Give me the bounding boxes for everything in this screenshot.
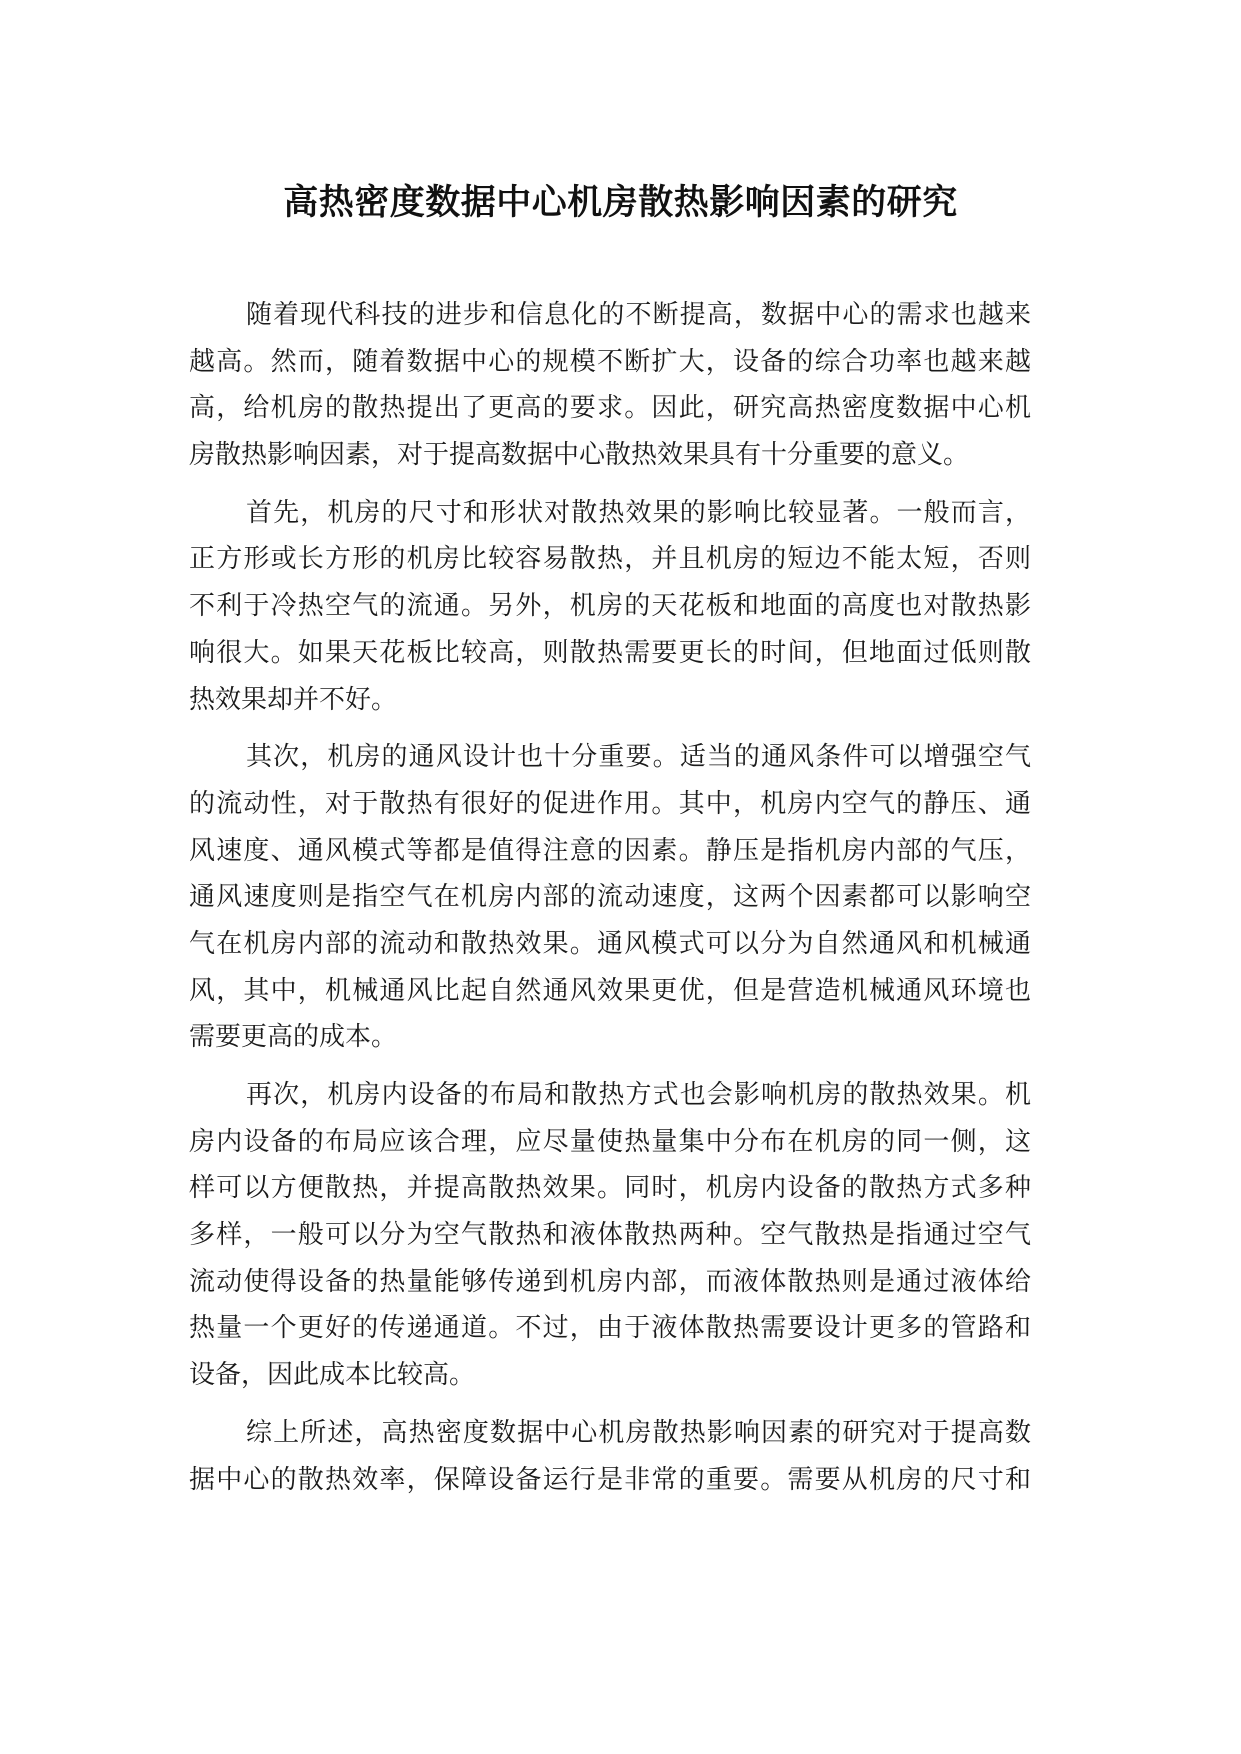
paragraph-intro <box>189 292 1031 479</box>
paragraph-line: 设备，因此成本比较高。 <box>189 1360 476 1391</box>
paragraph-line: 多样，一般可以分为空气散热和液体散热两种。空气散热是指通过空气 <box>189 1220 1031 1251</box>
paragraph-line: 响很大。如果天花板比较高，则散热需要更长的时间，但地面过低则散 <box>189 637 1031 668</box>
paragraph-line: 随着现代科技的进步和信息化的不断提高，数据中心的需求也越来 <box>246 300 1031 330</box>
paragraph-line: 高，给机房的散热提出了更高的要求。因此，研究高热密度数据中心机 <box>189 393 1031 424</box>
paragraph-room-size <box>189 490 1031 723</box>
paragraph-line: 其次，机房的通风设计也十分重要。适当的通风条件可以增强空气 <box>246 742 1031 773</box>
paragraph-line: 流动使得设备的热量能够传递到机房内部，而液体散热则是通过液体给 <box>189 1266 1031 1297</box>
paragraph-line: 不利于冷热空气的流通。另外，机房的天花板和地面的高度也对散热影 <box>189 591 1031 622</box>
paragraph-line: 样可以方便散热，并提高散热效果。同时，机房内设备的散热方式多种 <box>189 1173 1031 1204</box>
paragraph-line: 需要更高的成本。 <box>189 1022 398 1053</box>
paragraph-line: 据中心的散热效率，保障设备运行是非常的重要。需要从机房的尺寸和 <box>189 1464 1031 1495</box>
paragraph-ventilation <box>189 734 1031 1061</box>
paragraph-line: 首先，机房的尺寸和形状对散热效果的影响比较显著。一般而言， <box>246 497 1031 528</box>
document-title: 高热密度数据中心机房散热影响因素的研究 <box>283 183 958 223</box>
paragraph-line: 正方形或长方形的机房比较容易散热，并且机房的短边不能太短，否则 <box>189 544 1031 575</box>
paragraph-line: 房散热影响因素，对于提高数据中心散热效果具有十分重要的意义。 <box>189 440 970 471</box>
paragraph-line: 风，其中，机械通风比起自然通风效果更优，但是营造机械通风环境也 <box>189 975 1031 1006</box>
paragraph-line: 热量一个更好的传递通道。不过，由于液体散热需要设计更多的管路和 <box>189 1313 1031 1344</box>
paragraph-line: 再次，机房内设备的布局和散热方式也会影响机房的散热效果。机 <box>246 1080 1031 1110</box>
paragraph-line: 气在机房内部的流动和散热效果。通风模式可以分为自然通风和机械通 <box>189 928 1031 959</box>
paragraph-line: 综上所述，高热密度数据中心机房散热影响因素的研究对于提高数 <box>246 1417 1031 1448</box>
paragraph-equipment-layout <box>189 1072 1031 1399</box>
paragraph-line: 通风速度则是指空气在机房内部的流动速度，这两个因素都可以影响空 <box>189 882 1031 913</box>
paragraph-line: 热效果却并不好。 <box>189 684 398 715</box>
paragraph-line: 越高。然而，随着数据中心的规模不断扩大，设备的综合功率也越来越 <box>189 346 1031 377</box>
paragraph-line: 风速度、通风模式等都是值得注意的因素。静压是指机房内部的气压， <box>189 835 1031 866</box>
document-body <box>189 292 1031 1514</box>
paragraph-summary <box>189 1410 1031 1503</box>
paragraph-line: 的流动性，对于散热有很好的促进作用。其中，机房内空气的静压、通 <box>189 788 1031 819</box>
paragraph-line: 房内设备的布局应该合理，应尽量使热量集中分布在机房的同一侧，这 <box>189 1126 1031 1157</box>
